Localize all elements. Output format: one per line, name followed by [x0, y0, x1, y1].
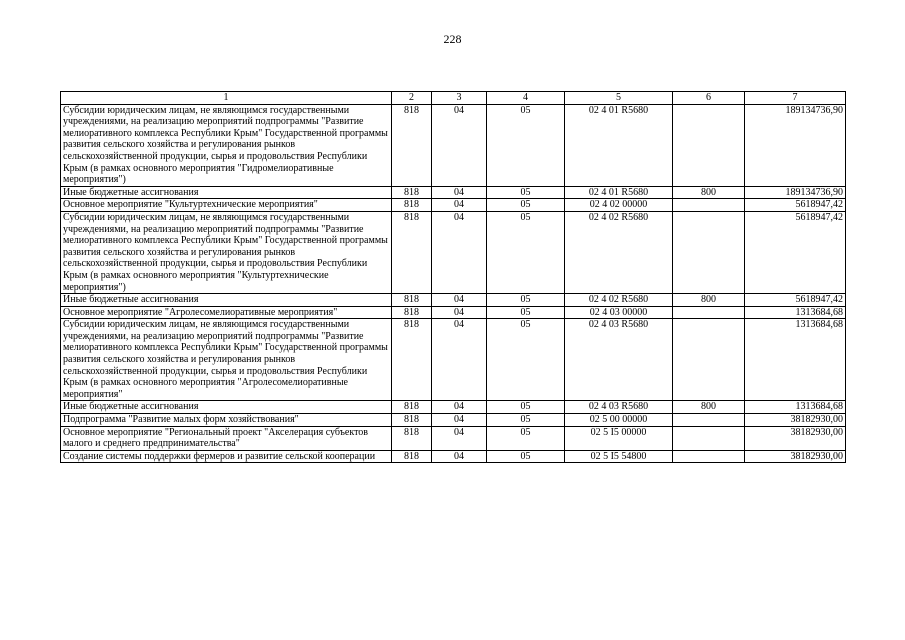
row-target-article: 02 5 I5 00000 — [565, 426, 673, 450]
table-row — [61, 414, 846, 427]
row-expense-type — [673, 426, 745, 450]
header-cell-1: 1 — [61, 92, 392, 105]
row-subsection-code: 05 — [487, 414, 565, 427]
row-ministry-code: 818 — [392, 211, 432, 293]
row-target-article: 02 4 02 00000 — [565, 199, 673, 212]
budget-table — [60, 91, 846, 463]
header-cell-6: 6 — [673, 92, 745, 105]
row-expense-type — [673, 199, 745, 212]
row-subsection-code: 05 — [487, 319, 565, 401]
table-row — [61, 401, 846, 414]
row-expense-type — [673, 450, 745, 463]
row-subsection-code: 05 — [487, 401, 565, 414]
table-row — [61, 319, 846, 401]
table-row — [61, 104, 846, 186]
row-amount: 5618947,42 — [745, 211, 846, 293]
row-description: Подпрограмма "Развитие малых форм хозяйствования" — [61, 414, 392, 427]
row-description: Иные бюджетные ассигнования — [61, 294, 392, 307]
row-target-article: 02 4 03 R5680 — [565, 401, 673, 414]
row-amount: 38182930,00 — [745, 426, 846, 450]
row-ministry-code: 818 — [392, 319, 432, 401]
table-row — [61, 306, 846, 319]
budget-table-body — [61, 92, 846, 463]
row-section-code: 04 — [432, 401, 487, 414]
table-row — [61, 186, 846, 199]
row-description: Иные бюджетные ассигнования — [61, 186, 392, 199]
header-cell-7: 7 — [745, 92, 846, 105]
row-description: Субсидии юридическим лицам, не являющимся государственными учреждениями, на реализацию мероприятий подпрограммы "Развитие мелиоративного комплекса Республики Крым" Государственной программы развития сельского хозяйства и регулирования рынков сельскохозяйственной продукции, сырья и продовольствия Республики Крым (в рамках основного мероприятия "Агролесомелиоративные мероприятия" — [61, 319, 392, 401]
row-subsection-code: 05 — [487, 199, 565, 212]
header-cell-2: 2 — [392, 92, 432, 105]
row-ministry-code: 818 — [392, 401, 432, 414]
row-section-code: 04 — [432, 306, 487, 319]
row-subsection-code: 05 — [487, 211, 565, 293]
row-target-article: 02 4 03 00000 — [565, 306, 673, 319]
row-expense-type — [673, 306, 745, 319]
row-target-article: 02 5 I5 54800 — [565, 450, 673, 463]
row-expense-type — [673, 319, 745, 401]
row-expense-type — [673, 414, 745, 427]
row-ministry-code: 818 — [392, 104, 432, 186]
page-number: 228 — [443, 32, 462, 46]
row-ministry-code: 818 — [392, 306, 432, 319]
row-ministry-code: 818 — [392, 414, 432, 427]
row-amount: 1313684,68 — [745, 401, 846, 414]
row-section-code: 04 — [432, 414, 487, 427]
row-expense-type: 800 — [673, 401, 745, 414]
row-ministry-code: 818 — [392, 450, 432, 463]
row-description: Иные бюджетные ассигнования — [61, 401, 392, 414]
table-row — [61, 426, 846, 450]
row-description: Основное мероприятие "Региональный проект "Акселерация субъектов малого и среднего предпринимательства" — [61, 426, 392, 450]
row-subsection-code: 05 — [487, 450, 565, 463]
row-amount: 189134736,90 — [745, 104, 846, 186]
row-description: Субсидии юридическим лицам, не являющимся государственными учреждениями, на реализацию мероприятий подпрограммы "Развитие мелиоративного комплекса Республики Крым" Государственной программы развития сельского хозяйства и регулирования рынков сельскохозяйственной продукции, сырья и продовольствия Республики Крым (в рамках основного мероприятия "Культуртехнические мероприятия") — [61, 211, 392, 293]
row-target-article: 02 4 01 R5680 — [565, 104, 673, 186]
table-row — [61, 199, 846, 212]
row-amount: 1313684,68 — [745, 319, 846, 401]
row-section-code: 04 — [432, 319, 487, 401]
row-subsection-code: 05 — [487, 104, 565, 186]
row-subsection-code: 05 — [487, 294, 565, 307]
row-section-code: 04 — [432, 294, 487, 307]
row-amount: 38182930,00 — [745, 450, 846, 463]
row-expense-type — [673, 211, 745, 293]
header-cell-3: 3 — [432, 92, 487, 105]
row-section-code: 04 — [432, 104, 487, 186]
row-section-code: 04 — [432, 211, 487, 293]
row-description: Создание системы поддержки фермеров и развитие сельской кооперации — [61, 450, 392, 463]
table-row — [61, 294, 846, 307]
row-subsection-code: 05 — [487, 186, 565, 199]
row-ministry-code: 818 — [392, 294, 432, 307]
row-target-article: 02 4 01 R5680 — [565, 186, 673, 199]
table-row — [61, 211, 846, 293]
row-description: Субсидии юридическим лицам, не являющимся государственными учреждениями, на реализацию мероприятий подпрограммы "Развитие мелиоративного комплекса Республики Крым" Государственной программы развития сельского хозяйства и регулирования рынков сельскохозяйственной продукции, сырья и продовольствия Республики Крым (в рамках основного мероприятия "Гидромелиоративные мероприятия") — [61, 104, 392, 186]
row-ministry-code: 818 — [392, 426, 432, 450]
row-subsection-code: 05 — [487, 426, 565, 450]
row-section-code: 04 — [432, 450, 487, 463]
row-expense-type: 800 — [673, 294, 745, 307]
row-ministry-code: 818 — [392, 199, 432, 212]
row-subsection-code: 05 — [487, 306, 565, 319]
row-expense-type — [673, 104, 745, 186]
row-target-article: 02 4 02 R5680 — [565, 211, 673, 293]
table-header-row — [61, 92, 846, 105]
row-section-code: 04 — [432, 199, 487, 212]
row-ministry-code: 818 — [392, 186, 432, 199]
row-amount: 5618947,42 — [745, 199, 846, 212]
row-section-code: 04 — [432, 186, 487, 199]
row-amount: 1313684,68 — [745, 306, 846, 319]
row-target-article: 02 4 02 R5680 — [565, 294, 673, 307]
row-description: Основное мероприятие "Агролесомелиоративные мероприятия" — [61, 306, 392, 319]
row-expense-type: 800 — [673, 186, 745, 199]
header-cell-5: 5 — [565, 92, 673, 105]
header-cell-4: 4 — [487, 92, 565, 105]
row-amount: 189134736,90 — [745, 186, 846, 199]
table-row — [61, 450, 846, 463]
row-amount: 38182930,00 — [745, 414, 846, 427]
row-description: Основное мероприятие "Культуртехнические мероприятия" — [61, 199, 392, 212]
row-amount: 5618947,42 — [745, 294, 846, 307]
row-target-article: 02 4 03 R5680 — [565, 319, 673, 401]
row-target-article: 02 5 00 00000 — [565, 414, 673, 427]
row-section-code: 04 — [432, 426, 487, 450]
